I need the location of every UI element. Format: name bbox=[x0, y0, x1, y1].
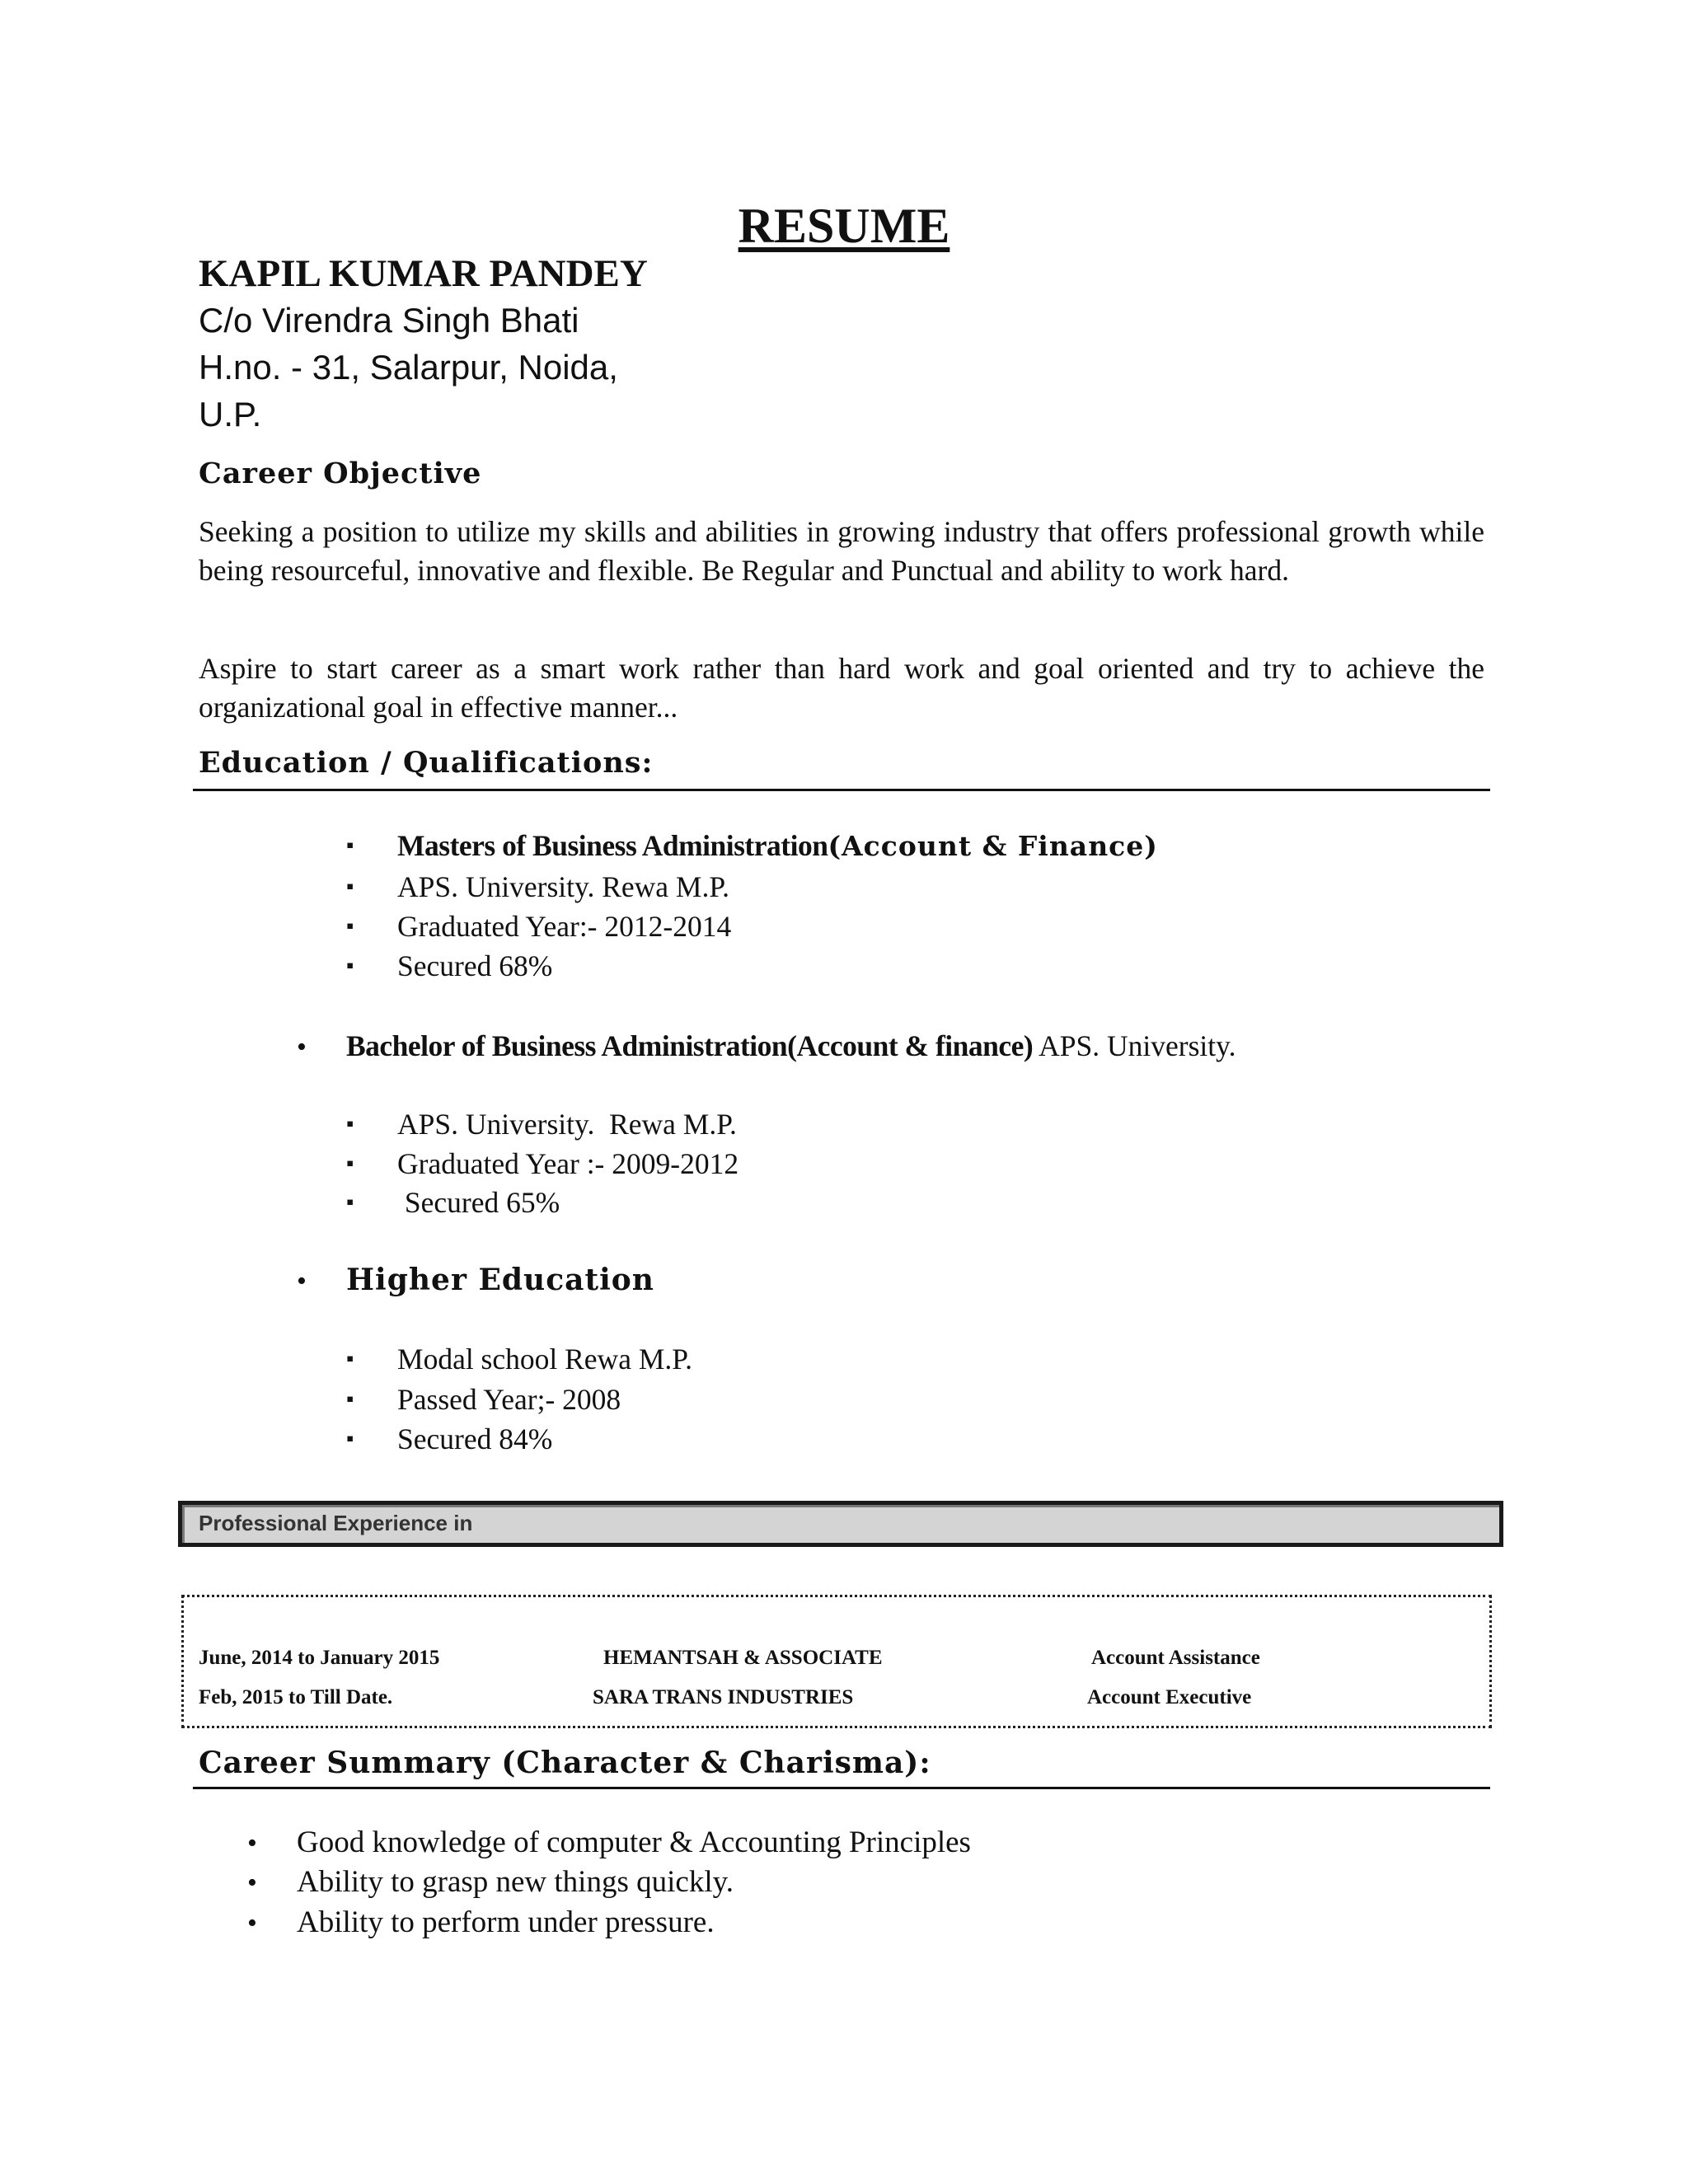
square-bullet-icon: ▪ bbox=[346, 833, 354, 857]
bullet-icon: • bbox=[247, 1908, 257, 1938]
experience-role: Account Assistance bbox=[1091, 1647, 1260, 1669]
experience-period: June, 2014 to January 2015 bbox=[199, 1647, 440, 1669]
square-bullet-icon: ▪ bbox=[346, 954, 354, 977]
square-bullet-icon: ▪ bbox=[346, 874, 354, 898]
square-bullet-icon: ▪ bbox=[346, 1387, 354, 1411]
career-summary-item: • Ability to grasp new things quickly. bbox=[247, 1865, 734, 1899]
square-bullet-icon: ▪ bbox=[346, 1151, 354, 1175]
education-divider bbox=[193, 789, 1490, 791]
career-summary-item: • Ability to perform under pressure. bbox=[247, 1905, 715, 1939]
career-objective-paragraph-2: Aspire to start career as a smart work rather than hard work and goal oriented and try to achieve the organizational goal in effective manner... bbox=[199, 652, 1484, 724]
higher-education-item: ▪ Modal school Rewa M.P. bbox=[346, 1343, 692, 1376]
masters-item: ▪ APS. University. Rewa M.P. bbox=[346, 870, 730, 903]
masters-item: ▪ Secured 68% bbox=[346, 949, 553, 982]
higher-education-title: • Higher Education bbox=[297, 1263, 654, 1297]
resume-title: RESUME bbox=[738, 199, 950, 253]
experience-company: HEMANTSAH & ASSOCIATE bbox=[603, 1647, 883, 1669]
candidate-name: KAPIL KUMAR PANDEY bbox=[199, 252, 648, 295]
bullet-icon: • bbox=[247, 1868, 257, 1898]
bachelor-item: ▪ APS. University. Rewa M.P. bbox=[346, 1108, 737, 1141]
education-heading: Education / Qualifications: bbox=[199, 746, 654, 780]
address-line-2: H.no. - 31, Salarpur, Noida, bbox=[199, 348, 618, 387]
square-bullet-icon: ▪ bbox=[346, 1112, 354, 1136]
experience-period: Feb, 2015 to Till Date. bbox=[199, 1686, 393, 1708]
bachelor-title: • Bachelor of Business Administration(Account & finance) APS. University. bbox=[297, 1029, 1236, 1062]
bullet-icon: • bbox=[297, 1032, 307, 1062]
bullet-icon: • bbox=[247, 1828, 257, 1858]
career-summary-item: • Good knowledge of computer & Accounting Principles bbox=[247, 1825, 971, 1859]
square-bullet-icon: ▪ bbox=[346, 1347, 354, 1371]
address-line-3: U.P. bbox=[199, 395, 262, 434]
masters-title: ▪ Masters of Business Administration (Account & Finance) bbox=[346, 829, 1158, 862]
square-bullet-icon: ▪ bbox=[346, 1427, 354, 1451]
career-summary-heading: Career Summary (Character & Charisma): bbox=[199, 1746, 931, 1780]
square-bullet-icon: ▪ bbox=[346, 914, 354, 938]
career-objective-paragraph-1: Seeking a position to utilize my skills and abilities in growing industry that offers professional growth while being resourceful, innovative and flexible. Be Regular and Punctual and ability to work hard. bbox=[199, 515, 1484, 587]
bachelor-item: ▪ Secured 65% bbox=[346, 1186, 560, 1219]
higher-education-item: ▪ Passed Year;- 2008 bbox=[346, 1383, 621, 1416]
professional-experience-label: Professional Experience in bbox=[199, 1511, 473, 1535]
bullet-icon: • bbox=[297, 1266, 307, 1296]
address-line-1: C/o Virendra Singh Bhati bbox=[199, 301, 579, 340]
bachelor-item: ▪ Graduated Year :- 2009-2012 bbox=[346, 1147, 739, 1180]
masters-item: ▪ Graduated Year:- 2012-2014 bbox=[346, 910, 732, 943]
experience-company: SARA TRANS INDUSTRIES bbox=[593, 1686, 854, 1708]
career-summary-divider bbox=[193, 1787, 1490, 1789]
higher-education-item: ▪ Secured 84% bbox=[346, 1422, 553, 1455]
experience-role: Account Executive bbox=[1087, 1686, 1252, 1708]
square-bullet-icon: ▪ bbox=[346, 1190, 354, 1214]
career-objective-heading: Career Objective bbox=[199, 457, 482, 490]
